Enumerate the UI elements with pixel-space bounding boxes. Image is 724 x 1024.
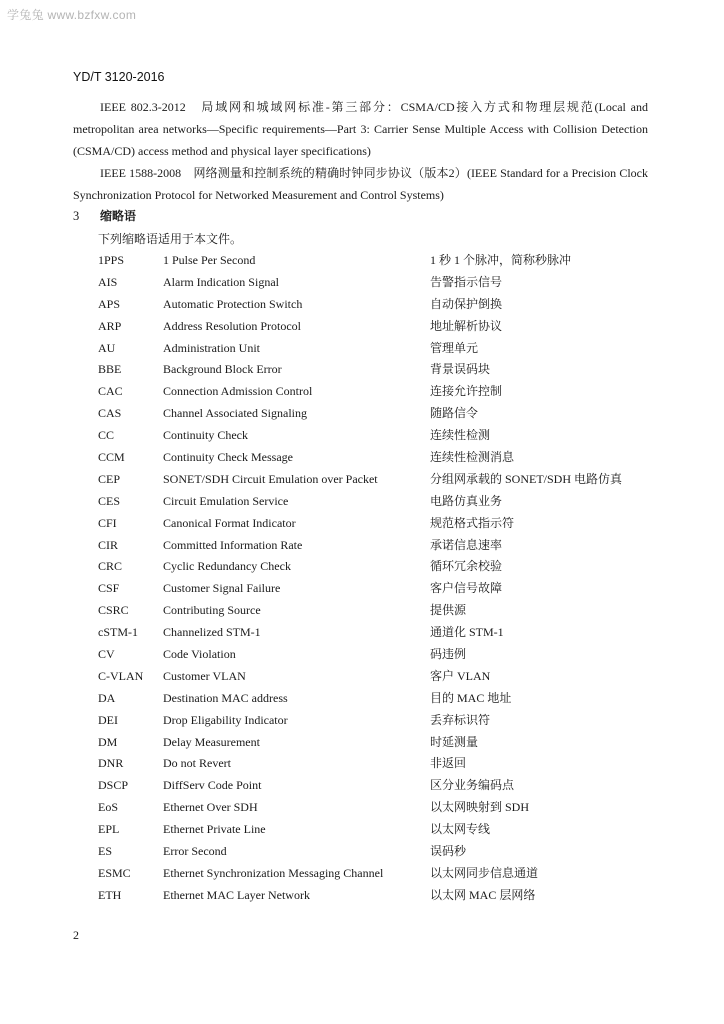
- abbreviation-chinese: 循环冗余校验: [430, 559, 503, 574]
- abbreviation-chinese: 非返回: [430, 756, 467, 771]
- abbreviation-english: Ethernet MAC Layer Network: [163, 887, 310, 902]
- abbreviation-code: DSCP: [98, 778, 129, 793]
- abbreviation-english: Continuity Check Message: [163, 450, 293, 465]
- abbreviation-chinese: 自动保护倒换: [430, 296, 503, 311]
- abbreviation-row: [98, 535, 658, 557]
- abbreviation-english: Connection Admission Control: [163, 384, 313, 399]
- abbreviation-english: Customer Signal Failure: [163, 581, 281, 596]
- abbreviation-chinese: 连接允许控制: [430, 384, 503, 399]
- abbreviation-code: CCM: [98, 450, 125, 465]
- abbreviation-row: [98, 316, 658, 338]
- abbreviation-chinese: 丢弃标识符: [430, 712, 491, 727]
- abbreviation-code: CSRC: [98, 603, 129, 618]
- abbreviation-row: [98, 863, 658, 885]
- abbreviation-row: [98, 359, 658, 381]
- abbreviation-chinese: 承诺信息速率: [430, 537, 503, 552]
- abbreviation-row: [98, 513, 658, 535]
- abbreviation-row: [98, 753, 658, 775]
- abbreviation-english: Automatic Protection Switch: [163, 296, 303, 311]
- abbreviation-row: [98, 600, 658, 622]
- abbreviation-chinese: 规范格式指示符: [430, 515, 515, 530]
- abbreviation-chinese: 1 秒 1 个脉冲，简称秒脉冲: [430, 253, 572, 267]
- abbreviation-english: Drop Eligability Indicator: [163, 712, 288, 727]
- abbreviation-chinese: 分组网承载的 SONET/SDH 电路仿真: [430, 471, 623, 486]
- section-number: 3: [73, 209, 80, 223]
- abbreviation-code: ES: [98, 844, 113, 859]
- abbreviation-code: DA: [98, 690, 116, 705]
- abbreviation-code: EPL: [98, 822, 120, 837]
- abbreviation-code: CSF: [98, 581, 120, 596]
- abbreviation-code: BBE: [98, 362, 122, 377]
- abbreviation-english: Do not Revert: [163, 756, 231, 771]
- abbreviation-english: Continuity Check: [163, 428, 248, 443]
- abbreviation-chinese: 通道化 STM-1: [430, 625, 504, 640]
- abbreviation-english: Destination MAC address: [163, 690, 288, 705]
- abbreviation-english: Administration Unit: [163, 340, 260, 355]
- abbreviation-english: Circuit Emulation Service: [163, 493, 289, 508]
- abbreviation-row: [98, 491, 658, 513]
- abbreviation-english: DiffServ Code Point: [163, 778, 262, 793]
- abbreviation-code: CV: [98, 647, 115, 662]
- abbreviation-code: DNR: [98, 756, 124, 771]
- abbreviation-english: Ethernet Private Line: [163, 822, 266, 837]
- page-number: 2: [73, 928, 79, 942]
- abbreviation-english: Delay Measurement: [163, 734, 260, 749]
- abbreviation-chinese: 背景误码块: [430, 362, 491, 377]
- abbreviation-row: [98, 578, 658, 600]
- abbreviation-row: [98, 272, 658, 294]
- abbreviation-code: DEI: [98, 712, 118, 727]
- abbreviation-chinese: 提供源: [430, 603, 467, 618]
- abbreviation-code: CRC: [98, 559, 123, 574]
- abbreviation-row: [98, 666, 658, 688]
- abbreviation-row: [98, 622, 658, 644]
- abbreviation-english: SONET/SDH Circuit Emulation over Packet: [163, 471, 378, 486]
- abbreviation-row: [98, 710, 658, 732]
- abbreviation-english: Ethernet Synchronization Messaging Channel: [163, 865, 384, 880]
- abbreviation-row: [98, 425, 658, 447]
- reference-ieee-1588: IEEE 1588-2008 网络测量和控制系统的精确时钟同步协议（版本2）(IEEE Standard for a Precision Clock Synchronization Protocol for Networked Measurement and Control Systems): [73, 166, 648, 202]
- watermark: 学兔兔 www.bzfxw.com: [7, 8, 137, 22]
- abbreviation-chinese: 随路信令: [430, 406, 479, 421]
- abbreviation-english: Alarm Indication Signal: [163, 274, 279, 289]
- abbreviation-row: [98, 841, 658, 863]
- standard-number-header: YD/T 3120-2016: [73, 70, 165, 84]
- abbreviation-code: CAC: [98, 384, 123, 399]
- abbreviation-row: [98, 797, 658, 819]
- abbreviation-code: ETH: [98, 887, 122, 902]
- abbreviation-english: Address Resolution Protocol: [163, 318, 301, 333]
- abbreviation-english: Error Second: [163, 844, 227, 859]
- abbreviation-row: [98, 688, 658, 710]
- abbreviation-english: Committed Information Rate: [163, 537, 303, 552]
- abbreviation-english: Contributing Source: [163, 603, 261, 618]
- abbreviation-code: DM: [98, 734, 118, 749]
- abbreviation-chinese: 区分业务编码点: [430, 778, 515, 793]
- abbreviation-chinese: 客户 VLAN: [430, 668, 491, 683]
- abbreviation-code: CFI: [98, 515, 117, 530]
- abbreviation-english: Canonical Format Indicator: [163, 515, 296, 530]
- abbreviation-chinese: 客户信号故障: [430, 581, 503, 596]
- abbreviation-code: CES: [98, 493, 121, 508]
- abbreviation-code: CIR: [98, 537, 119, 552]
- abbreviation-row: [98, 469, 658, 491]
- abbreviation-chinese: 码违例: [430, 647, 467, 662]
- section-title: 缩略语: [100, 209, 137, 223]
- abbreviation-row: [98, 338, 658, 360]
- abbreviation-code: APS: [98, 296, 121, 311]
- abbreviation-chinese: 以太网映射到 SDH: [430, 800, 530, 815]
- section-heading: [73, 207, 136, 225]
- abbreviation-chinese: 以太网 MAC 层网络: [430, 887, 536, 902]
- abbreviation-code: cSTM-1: [98, 625, 138, 640]
- abbreviation-chinese: 电路仿真业务: [430, 493, 503, 508]
- abbreviation-list: [98, 250, 658, 907]
- abbreviation-english: Ethernet Over SDH: [163, 800, 258, 815]
- abbreviation-english: Customer VLAN: [163, 668, 246, 683]
- abbreviation-row: [98, 556, 658, 578]
- abbreviation-row: [98, 381, 658, 403]
- abbreviation-chinese: 地址解析协议: [430, 318, 503, 333]
- abbreviation-chinese: 连续性检测消息: [430, 450, 515, 465]
- abbreviation-code: CAS: [98, 406, 122, 421]
- normative-references: [73, 96, 648, 206]
- abbreviation-chinese: 连续性检测: [430, 428, 491, 443]
- abbreviation-row: [98, 403, 658, 425]
- abbreviation-code: C-VLAN: [98, 668, 144, 683]
- abbreviation-row: [98, 819, 658, 841]
- abbreviation-code: ARP: [98, 318, 122, 333]
- abbreviation-code: AIS: [98, 274, 118, 289]
- abbreviation-row: [98, 447, 658, 469]
- abbreviation-english: Background Block Error: [163, 362, 282, 377]
- abbreviation-chinese: 时延测量: [430, 734, 479, 749]
- abbreviation-row: [98, 644, 658, 666]
- abbreviation-row: [98, 732, 658, 754]
- abbreviation-english: Code Violation: [163, 647, 236, 662]
- abbreviation-code: CEP: [98, 471, 121, 486]
- abbreviation-row: [98, 250, 658, 272]
- abbreviation-code: ESMC: [98, 865, 131, 880]
- abbreviation-chinese: 管理单元: [430, 340, 479, 355]
- abbreviation-row: [98, 294, 658, 316]
- abbreviation-chinese: 目的 MAC 地址: [430, 690, 512, 705]
- section-intro: 下列缩略语适用于本文件。: [98, 232, 243, 246]
- reference-ieee-802-3: IEEE 802.3-2012 局域网和城域网标准-第三部分：CSMA/CD接入方式和物理层规范(Local and metropolitan area networks—Specific requirements—Part 3: Carrier Sense Multiple Access with Collision Detection (CSMA/CD) access method and physical layer specifications): [73, 100, 648, 158]
- abbreviation-english: Cyclic Redundancy Check: [163, 559, 291, 574]
- abbreviation-chinese: 以太网专线: [430, 822, 491, 837]
- abbreviation-code: EoS: [98, 800, 119, 815]
- abbreviation-code: 1PPS: [98, 253, 125, 267]
- abbreviation-code: CC: [98, 428, 115, 443]
- abbreviation-english: Channelized STM-1: [163, 625, 261, 640]
- abbreviation-chinese: 告警指示信号: [430, 274, 503, 289]
- abbreviation-english: Channel Associated Signaling: [163, 406, 307, 421]
- abbreviation-english: 1 Pulse Per Second: [163, 253, 256, 267]
- abbreviation-row: [98, 885, 658, 907]
- abbreviation-row: [98, 775, 658, 797]
- abbreviation-code: AU: [98, 340, 116, 355]
- abbreviation-chinese: 以太网同步信息通道: [430, 865, 539, 880]
- abbreviation-chinese: 误码秒: [430, 844, 467, 859]
